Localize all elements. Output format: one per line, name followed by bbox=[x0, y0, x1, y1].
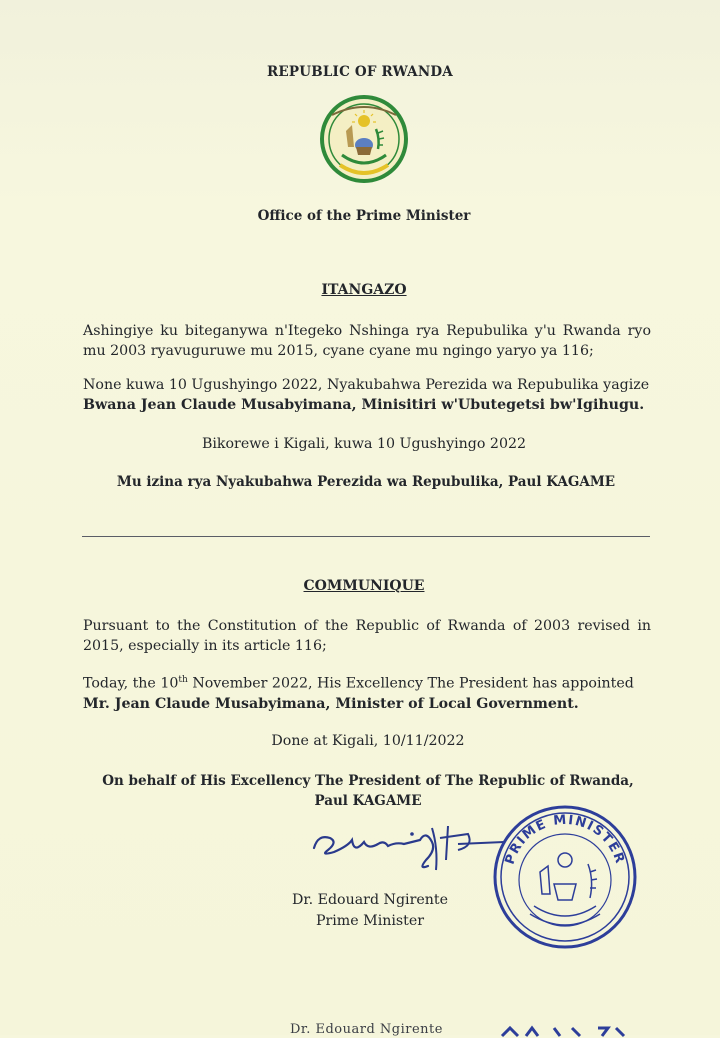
itangazo-place-date: Bikorewe i Kigali, kuwa 10 Ugushyingo 2022 bbox=[201, 436, 527, 452]
itangazo-paragraph-2 bbox=[83, 375, 651, 415]
communique-on-behalf-line-2: Paul KAGAME bbox=[314, 793, 422, 809]
signatory-name: Dr. Edouard Ngirente bbox=[291, 892, 448, 908]
communique-title: COMMUNIQUE bbox=[303, 578, 425, 594]
office-heading: Office of the Prime Minister bbox=[257, 208, 471, 224]
itangazo-paragraph-1: Ashingiye ku biteganywa n'Itegeko Nshinga rya Repubulika y'u Rwanda ryo mu 2003 ryavuguruwe mu 2015, cyane cyane mu ngingo yaryo ya 116; bbox=[83, 323, 651, 359]
ordinal-suffix: th bbox=[178, 675, 188, 685]
national-emblem bbox=[318, 95, 410, 187]
signatory-block bbox=[270, 890, 470, 932]
itangazo-title: ITANGAZO bbox=[321, 282, 407, 298]
section-divider bbox=[82, 536, 650, 537]
country-heading: REPUBLIC OF RWANDA bbox=[267, 64, 453, 80]
communique-place-date: Done at Kigali, 10/11/2022 bbox=[271, 733, 465, 749]
handwritten-signature bbox=[308, 820, 508, 876]
bleed-through-text: Dr. Edouard Ngirente bbox=[290, 1022, 443, 1037]
prime-minister-seal bbox=[490, 802, 640, 952]
signatory-title: Prime Minister bbox=[315, 913, 425, 929]
itangazo-on-behalf: Mu izina rya Nyakubahwa Perezida wa Repubulika, Paul KAGAME bbox=[116, 474, 616, 490]
communique-on-behalf-line-1: On behalf of His Excellency The President of The Republic of Rwanda, bbox=[102, 773, 634, 789]
itangazo-appointee: Bwana Jean Claude Musabyimana, Minisitiri w'Ubutegetsi bw'Igihugu. bbox=[83, 397, 645, 413]
itangazo-paragraph-2-intro: None kuwa 10 Ugushyingo 2022, Nyakubahwa Perezida wa Repubulika yagize bbox=[83, 377, 650, 393]
communique-paragraph-2 bbox=[83, 670, 651, 714]
communique-paragraph-2-post: November 2022, His Excellency The President has appointed bbox=[187, 675, 634, 692]
communique-appointee: Mr. Jean Claude Musabyimana, Minister of Local Government. bbox=[83, 695, 579, 712]
bleed-through-seal-fragment bbox=[498, 1024, 630, 1038]
communique-paragraph-1: Pursuant to the Constitution of the Republic of Rwanda of 2003 revised in 2015, especially in its article 116; bbox=[83, 618, 651, 654]
communique-paragraph-2-pre: Today, the 10 bbox=[83, 675, 179, 692]
seal-text: PRIME MINISTER bbox=[502, 812, 628, 867]
